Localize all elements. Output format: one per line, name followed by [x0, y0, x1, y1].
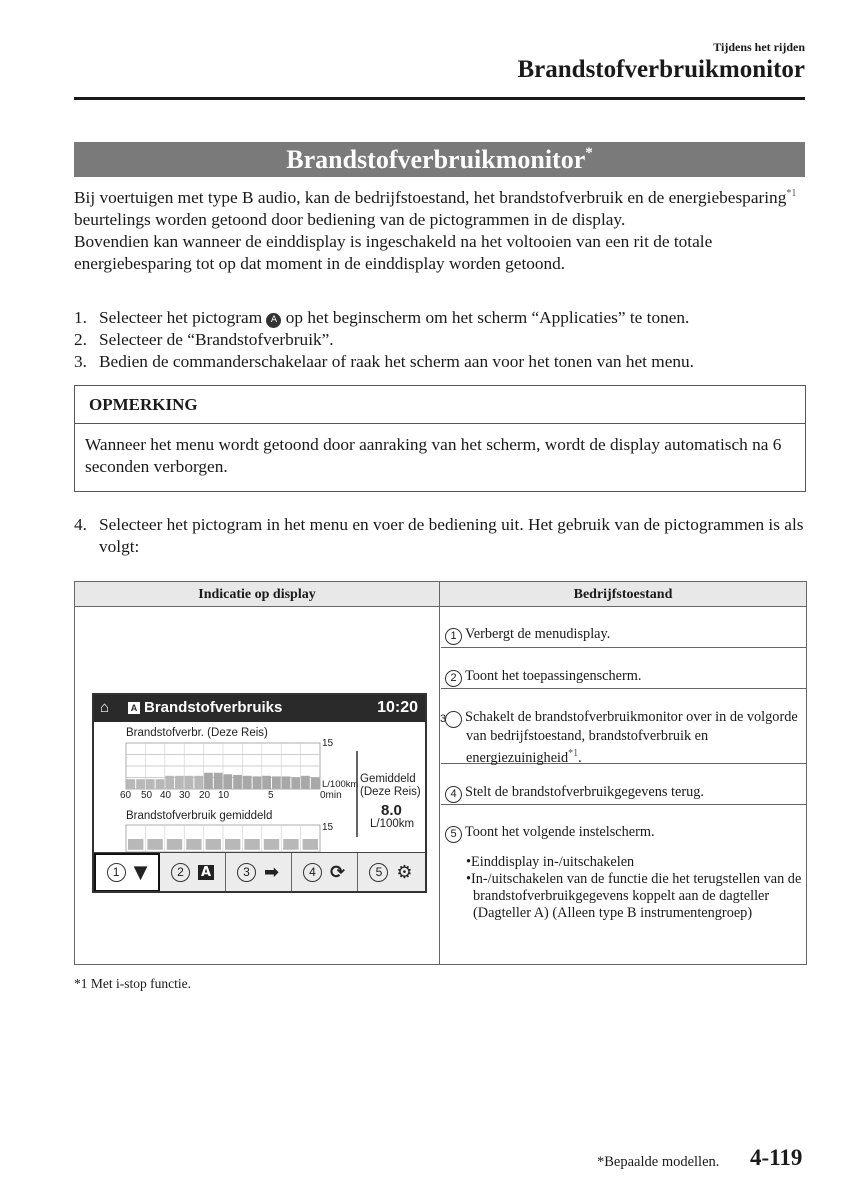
number-badge: 3 [237, 863, 256, 882]
avg-bar [264, 839, 279, 850]
step-4-list [74, 514, 806, 558]
chart2-max: 15 [322, 822, 334, 833]
section-banner [74, 142, 805, 177]
x-tick-label: 40 [160, 790, 172, 801]
section-title: Brandstofverbruikmonitor [286, 145, 586, 174]
avg-bar [303, 839, 318, 850]
avg-bar [244, 839, 259, 850]
fuel-bar [136, 779, 145, 789]
reset-button[interactable] [291, 853, 358, 892]
clock: 10:20 [377, 699, 418, 716]
average-unit: L/100km [370, 818, 415, 830]
switch-screen-button[interactable] [225, 853, 292, 892]
x-tick-label: 50 [141, 790, 153, 801]
list-item: •In-/uitschakelen van de functie die het terugstellen van de brandstofverbruikgegevens koppelt aan de dagteller (Dagteller A) (Alleen type B instrumentengroep) [466, 871, 802, 921]
gear-icon: ⚙ [396, 862, 413, 883]
applications-icon: A [266, 313, 281, 328]
chart1-label: Brandstofverbr. (Deze Reis) [126, 727, 268, 739]
avg-bar [283, 839, 298, 850]
number-badge: 4 [303, 863, 322, 882]
fuel-bar [253, 776, 262, 789]
note-box [74, 385, 806, 492]
home-icon[interactable]: ⌂ [100, 699, 110, 716]
fuel-bar [243, 776, 252, 789]
table-row: 1 Verbergt de menudisplay. [441, 607, 806, 648]
intro-paragraph-1: Bij voertuigen met type B audio, kan de bedrijfstoestand, het brandstofverbruik en de energiebesparing$^{*1}$ beurtelings worden getoond door bediening van de pictogrammen in de display. [74, 187, 797, 229]
hide-menu-button[interactable] [94, 853, 160, 892]
step-3: 3. Bedien de commanderschakelaar of raak het scherm aan voor het tonen van het menu. [74, 352, 694, 371]
number-badge: 2 [445, 670, 462, 687]
fuel-bar [311, 777, 320, 789]
footnote: *1 Met i-stop functie. [74, 976, 191, 991]
steps-list [74, 307, 806, 373]
note-heading: OPMERKING [75, 386, 805, 424]
table-row: 2 Toont het toepassingenscherm. [441, 648, 806, 689]
table-row: 5 Toont het volgende instelscherm. •Einddisplay in-/uitschakelen •In-/uitschakelen van de functie die het terugstellen van de brandstofverbruikgegevens koppelt aan de dagteller (Dagteller A) (Alleen type B instrumentengroep) [441, 805, 806, 964]
table-divider [439, 582, 440, 964]
avg-bar [206, 839, 221, 850]
number-badge: 3 [445, 711, 462, 728]
model-mark: * [585, 145, 593, 161]
avg-bar [225, 839, 240, 850]
applications-icon[interactable]: A [128, 702, 140, 714]
footnote-ref: *1 [568, 748, 579, 759]
fuel-bar [282, 776, 291, 789]
screen-menu-bar [94, 852, 425, 892]
average-label: Gemiddeld [360, 773, 416, 785]
fuel-bar [204, 773, 213, 789]
number-badge: 1 [107, 863, 126, 882]
chart1-grid [126, 743, 320, 789]
fuel-bar [214, 773, 223, 789]
fuel-bar [272, 776, 281, 789]
fuel-bar [262, 776, 271, 789]
fuel-bar [301, 776, 310, 789]
x-tick-label: 20 [199, 790, 211, 801]
chart2-label: Brandstofverbruik gemiddeld [126, 810, 273, 822]
unit-label: L/100km [322, 779, 359, 790]
settings-button[interactable] [357, 853, 425, 892]
fuel-bar [233, 775, 242, 789]
avg-bar [147, 839, 162, 850]
page-header-title: Brandstofverbruikmonitor [517, 56, 805, 83]
header-rule [74, 97, 805, 100]
chevron-down-icon: ▼ [133, 862, 148, 883]
fuel-bar [194, 776, 203, 789]
screen-title: Brandstofverbruiks [144, 699, 283, 716]
average-sub-label: (Deze Reis) [360, 786, 421, 798]
zero-label: 0min [320, 790, 342, 801]
step-4: 4. Selecteer het pictogram in het menu en voer de bediening uit. Het gebruik van de pictogrammen is als volgt: [74, 515, 804, 556]
number-badge: 2 [171, 863, 190, 882]
fuel-bar [156, 779, 165, 789]
x-tick-label: 10 [218, 790, 230, 801]
number-badge: 5 [445, 826, 462, 843]
table-row: 4 Stelt de brandstofverbruikgegevens terug. [441, 764, 806, 805]
x-tick-label: 5 [268, 790, 274, 801]
note-text: Wanneer het menu wordt getoond door aanraking van het scherm, wordt de display automatisch na 6 seconden verborgen. [85, 435, 782, 476]
switch-icon: ➡ [263, 862, 280, 883]
avg-bar [128, 839, 143, 850]
table-row: 3 Schakelt de brandstofverbruikmonitor over in de volgorde van bedrijfstoestand, brandstofverbruik en energiezuinigheid$^{*1}$. [441, 689, 806, 764]
fuel-bar [127, 779, 136, 789]
applications-button[interactable] [160, 853, 226, 892]
average-value: 8.0 [381, 802, 402, 819]
fuel-bar [224, 774, 233, 789]
reset-icon: ⟳ [329, 862, 346, 883]
number-badge: 4 [445, 786, 462, 803]
x-tick-label: 60 [120, 790, 132, 801]
fuel-bar [146, 779, 155, 789]
running-header: Tijdens het rijden [713, 40, 805, 54]
fuel-bar [165, 776, 174, 789]
fuel-bar [175, 776, 184, 789]
number-badge: 1 [445, 628, 462, 645]
step-1: 1. Selecteer het pictogram A op het beginscherm om het scherm “Applicaties” te tonen. [74, 308, 690, 327]
table-header-status: Bedrijfstoestand [440, 582, 806, 607]
footer-note: *Bepaalde modellen. [597, 1154, 720, 1170]
fuel-bar [291, 777, 300, 789]
chart1-max: 15 [322, 738, 334, 749]
applications-icon: A [198, 865, 214, 880]
table-header-display: Indicatie op display [75, 582, 440, 607]
page-number: 4-119 [750, 1145, 803, 1170]
footnote-ref: *1 [786, 188, 797, 199]
x-tick-label: 30 [179, 790, 191, 801]
step-2: 2. Selecteer de “Brandstofverbruik”. [74, 330, 334, 349]
fuel-bar [185, 776, 194, 789]
intro-paragraph-2: Bovendien kan wanneer de einddisplay is ingeschakeld na het voltooien van een rit de totale energiebesparing tot op dat moment in de einddisplay worden getoond. [74, 231, 713, 273]
avg-bar [167, 839, 182, 850]
list-item: •Einddisplay in-/uitschakelen [466, 854, 635, 870]
fuel-monitor-screen [92, 693, 427, 893]
intro-text [74, 183, 806, 275]
number-badge: 5 [369, 863, 388, 882]
avg-bar [186, 839, 201, 850]
